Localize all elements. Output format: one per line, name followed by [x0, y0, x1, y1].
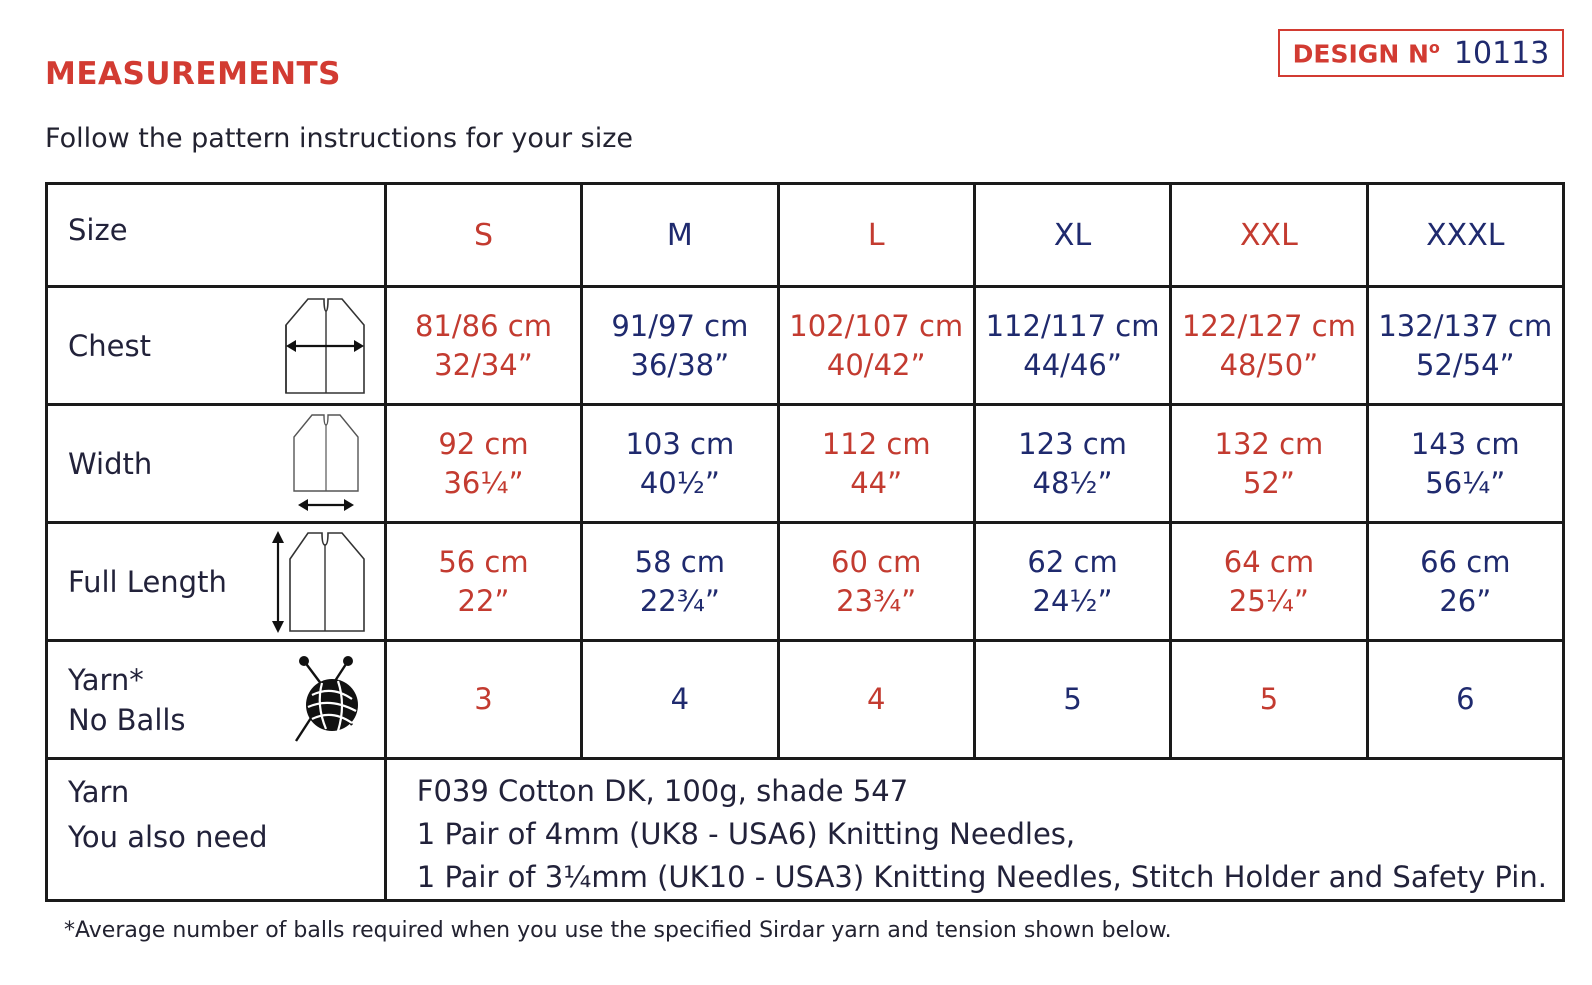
chest-xxxl: 132/137 cm 52/54” — [1367, 287, 1563, 405]
size-m: M — [582, 184, 778, 287]
size-row — [47, 184, 1564, 287]
needles-line-1: 1 Pair of 4mm (UK8 - USA6) Knitting Needles, — [416, 817, 1076, 851]
size-xxxl: XXXL — [1367, 184, 1563, 287]
chest-s: 81/86 cm 32/34” — [385, 287, 581, 405]
yarn-label: Yarn — [68, 775, 130, 809]
width-label: Width — [68, 446, 153, 481]
garment-chest-arrow-icon — [280, 293, 370, 399]
measurements-table — [45, 182, 1565, 902]
yarn-balls-row — [47, 641, 1564, 759]
requirements-text-cell — [385, 759, 1563, 901]
width-xxxl: 143 cm 56¼” — [1367, 405, 1563, 523]
balls-m: 4 — [582, 641, 778, 759]
balls-xxl: 5 — [1171, 641, 1367, 759]
length-xxxl: 66 cm 26” — [1367, 523, 1563, 641]
width-m: 103 cm 40½” — [582, 405, 778, 523]
size-label-cell — [47, 184, 386, 287]
balls-s: 3 — [385, 641, 581, 759]
size-xxl: XXL — [1171, 184, 1367, 287]
length-s: 56 cm 22” — [385, 523, 581, 641]
size-label: Size — [68, 213, 128, 247]
footnote: *Average number of balls required when you use the specified Sirdar yarn and tension shown below. — [64, 918, 1172, 943]
chest-xxl: 122/127 cm 48/50” — [1171, 287, 1367, 405]
yarn-spec: F039 Cotton DK, 100g, shade 547 — [416, 774, 909, 808]
size-s: S — [385, 184, 581, 287]
yarn-label-cell — [47, 641, 386, 759]
design-number: 10113 — [1453, 35, 1550, 71]
balls-l: 4 — [778, 641, 974, 759]
length-row — [47, 523, 1564, 641]
size-l: L — [778, 184, 974, 287]
length-label: Full Length — [68, 564, 227, 599]
also-need-label: You also need — [68, 820, 268, 854]
needles-line-2: 1 Pair of 3¼mm (UK10 - USA3) Knitting Needles, Stitch Holder and Safety Pin. — [416, 860, 1547, 894]
length-xl: 62 cm 24½” — [974, 523, 1170, 641]
garment-width-arrow-icon — [290, 411, 370, 517]
balls-xl: 5 — [974, 641, 1170, 759]
width-xxl: 132 cm 52” — [1171, 405, 1367, 523]
design-label: DESIGN $N^o$ — [1292, 37, 1440, 69]
chest-l: 102/107 cm 40/42” — [778, 287, 974, 405]
page-title: MEASUREMENTS — [45, 56, 342, 92]
width-label-cell — [47, 405, 386, 523]
width-s: 92 cm 36¼” — [385, 405, 581, 523]
requirements-label-cell — [47, 759, 386, 901]
width-xl: 123 cm 48½” — [974, 405, 1170, 523]
subtitle: Follow the pattern instructions for your size — [45, 123, 634, 154]
chest-m: 91/97 cm 36/38” — [582, 287, 778, 405]
yarn-balls-label: Yarn* No Balls — [68, 662, 186, 737]
length-label-cell — [47, 523, 386, 641]
design-number-badge — [1278, 29, 1564, 77]
yarn-ball-needles-icon — [290, 655, 370, 745]
garment-length-arrow-icon — [270, 529, 370, 635]
length-xxl: 64 cm 25¼” — [1171, 523, 1367, 641]
chest-row — [47, 287, 1564, 405]
chest-label-cell — [47, 287, 386, 405]
chest-xl: 112/117 cm 44/46” — [974, 287, 1170, 405]
requirements-row — [47, 759, 1564, 901]
chest-label: Chest — [68, 328, 151, 363]
size-xl: XL — [974, 184, 1170, 287]
length-m: 58 cm 22¾” — [582, 523, 778, 641]
balls-xxxl: 6 — [1367, 641, 1563, 759]
width-l: 112 cm 44” — [778, 405, 974, 523]
width-row — [47, 405, 1564, 523]
length-l: 60 cm 23¾” — [778, 523, 974, 641]
